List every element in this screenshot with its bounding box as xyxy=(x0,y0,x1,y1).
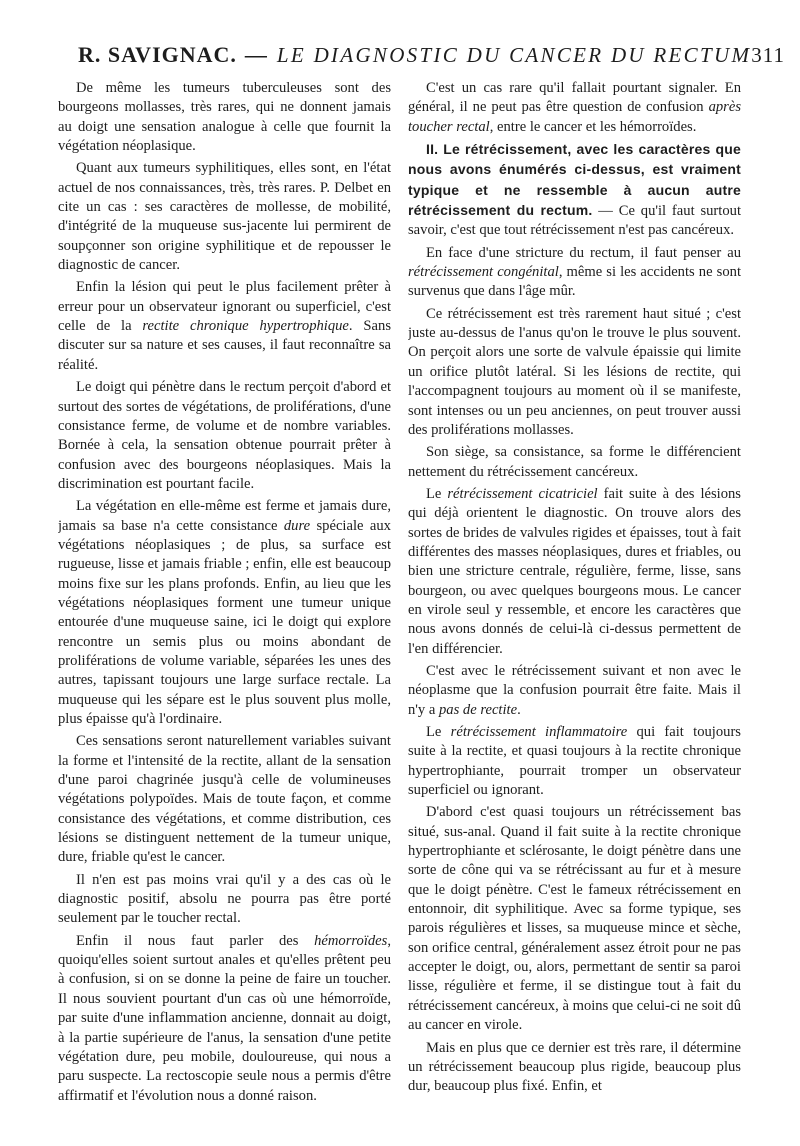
term-retrecissement-inflammatoire: rétrécissement inflammatoire xyxy=(450,724,628,740)
term-hemorroides: hémorroïdes xyxy=(314,932,388,949)
left-paragraph-6: Ces sensations seront naturellement variables suivant la forme et l'intensité de la rectite, allant de la sensation d'une paroi chagrinée jusqu'à celle de volumineuses végétations polypoïdes. Mais de toute façon, et comme consistance des végétations, et comme distribution, ces lésions se distinguent nettement de la tumeur unique, dure, friable qu'est le cancer. xyxy=(58,733,391,866)
term-apres-toucher: après toucher rectal xyxy=(408,99,741,135)
term-retrecissement-congenital: rétrécissement congénital xyxy=(408,264,559,281)
right-paragraph-8: Le rétrécissement inflammatoire qui fait toujours suite à la rectite, et quasi toujours à la rectite chronique hypertrophiante, pourrait tromper un observateur superficiel ou ignorant. xyxy=(408,724,741,799)
left-paragraph-4: Le doigt qui pénètre dans le rectum perçoit d'abord et surtout des sortes de végétations, de proliférations, d'une consistance ferme, de volume et de nombre variables. Bornée à cela, la sensation obtenue pourrait prêter à confusion avec des bourgeons néoplasiques. Mais la discrimination est pourtant facile. xyxy=(58,379,391,492)
right-paragraph-10: Mais en plus que ce dernier est très rare, il détermine un rétrécissement beaucoup plus rigide, beaucoup plus dur, beaucoup plus fixé. Enfin, et xyxy=(408,1039,741,1095)
right-paragraph-4: Ce rétrécissement est très rarement haut situé ; c'est juste au-dessus de l'anus qu'on le trouve le plus souvent. On perçoit alors une sorte de valvule épaissie qui limite un orifice plutôt latéral. Si les lésions de rectite, qui l'accompagnent toujours au moment où il se manifeste, sont intenses ou un peu anciennes, on peut trouver aussi des proliférations mollasses. xyxy=(408,305,741,438)
right-paragraph-2-section-heading: II. Le rétrécissement, avec les caractères que nous avons énumérés ci-dessus, est vraiment typique et ne ressemble à aucun autre rétrécissement du rectum. — Ce qu'il faut surtout savoir, c'est que tout rétrécissement n'est pas cancéreux. xyxy=(408,141,741,239)
left-paragraph-3: Enfin la lésion qui peut le plus facilement prêter à erreur pour un observateur ignorant ou superficiel, c'est celle de la rectite chronique hypertrophique. Sans discuter sur sa nature et ses causes, il faut reconnaître sa réalité. xyxy=(58,279,391,373)
right-paragraph-6: Le rétrécissement cicatriciel fait suite à des lésions qui déjà orientent le diagnostic. On trouve alors des sortes de brides de valvules rigides et épaisses, tout à fait différentes des masses néoplasiques, dures et friables, ou bien une stricture centrale, régulière, ferme, lisse, sans bourgeon, ou avec quelques bourgeons mous. Le cancer en virole seul y ressemble, et encore les caractères que nous avons donnés de celui-là ci-dessus permettent de l'en différencier. xyxy=(408,485,741,657)
right-paragraph-1: C'est un cas rare qu'il fallait pourtant signaler. En général, il ne peut pas être question de confusion après toucher rectal, entre le cancer et les hémorroïdes. xyxy=(408,80,741,135)
right-paragraph-9: D'abord c'est quasi toujours un rétrécissement bas situé, sus-anal. Quand il fait suite à la rectite chronique hypertrophiante et sclérosante, le doigt pénètre dans une sorte de cône qui va se rétrécissant au fur et à mesure que le doigt pénètre. C'est le fameux rétrécissement en entonnoir, dit syphilitique. Avec sa forme typique, ses parois régulières et lisses, sa muqueuse mince et sèche, son orifice central, généralement assez étroit pour ne pas accepter le doigt, ou, alors, permettant de sentir sa paroi lisse, régulière et ferme, il se distingue tout à fait du rétrécissement cancéreux, à moins que celui-ci ne soit dû au cancer en virole. xyxy=(408,804,741,1034)
term-retrecissement-cicatriciel: rétrécissement cicatriciel xyxy=(447,485,598,502)
term-dure: dure xyxy=(283,517,311,534)
left-paragraph-8: Enfin il nous faut parler des hémorroïdes, quoiqu'elles soient surtout anales et qu'elles prêtent peu à confusion, si on se donne la peine de faire un toucher. Il nous souvient pourtant d'un cas où une hémorroïde, par suite d'une inflammation ancienne, donnait au doigt, à la partie supérieure de l'anus, la sensation d'une petite végétation dure, peu mobile, douloureuse, qui nous a paru suspecte. La rectoscopie seule nous a permis d'être affirmatif et l'évolution nous a donné raison. xyxy=(58,932,391,1104)
left-paragraph-7: Il n'en est pas moins vrai qu'il y a des cas où le diagnostic positif, absolu ne pourra pas être porté seulement par le toucher rectal. xyxy=(58,871,391,927)
term-pas-de-rectite: pas de rectite xyxy=(439,701,518,718)
term-rectite-chronique: rectite chronique hypertrophique xyxy=(142,318,349,335)
right-column xyxy=(408,79,741,1129)
header-author: R. SAVIGNAC. xyxy=(78,42,237,67)
left-paragraph-5: La végétation en elle-même est ferme et jamais dure, jamais sa base n'a cette consistance dure spéciale aux végétations néoplasiques ; de plus, sa surface est rugueuse, lisse et jamais friable ; enfin, elle est beaucoup moins fixe sur les plans profonds. Enfin, au lieu que les végétations néoplasiques forment une tumeur unique entourée d'une muqueuse saine, ici le doigt qui explore rencontre un semis plus ou moins abondant de proliférations de volume variable, séparées les unes des autres, tapissant toujours une large surface rectale. La muqueuse qui les sépare est le plus souvent plus molle, plus épaisse qu'à l'ordinaire. xyxy=(58,498,391,727)
running-header xyxy=(78,42,785,76)
right-paragraph-7: C'est avec le rétrécissement suivant et non avec le néoplasme que la confusion pourrait être faite. Mais il n'y a pas de rectite. xyxy=(408,662,741,718)
right-paragraph-3: En face d'une stricture du rectum, il faut penser au rétrécissement congénital, même si les accidents ne sont survenus que dans l'âge mûr. xyxy=(408,244,741,300)
right-paragraph-5: Son siège, sa consistance, sa forme le différencient nettement du rétrécissement cancéreux. xyxy=(408,444,741,480)
left-column xyxy=(58,79,391,1129)
left-paragraph-2: Quant aux tumeurs syphilitiques, elles sont, en l'état actuel de nos connaissances, très, très rares. P. Delbet en cite un cas : ses caractères de mollesse, de mobilité, d'intégrité de la muqueuse sus-jacente lui permirent de soupçonner son origine syphilitique et de repousser le diagnostic de cancer. xyxy=(58,160,391,274)
header-dash: — xyxy=(244,42,267,67)
section-heading-retrecissement: II. Le rétrécissement, avec les caractères que nous avons énumérés ci-dessus, est vraiment typique et ne ressemble à aucun autre rétrécissement du rectum. xyxy=(408,141,741,219)
left-paragraph-1: De même les tumeurs tuberculeuses sont des bourgeons mollasses, très rares, qui ne donnent jamais au doigt une sensation analogue à celle que fournit la végétation néoplasique. xyxy=(58,80,391,155)
header-title: LE DIAGNOSTIC DU CANCER DU RECTUM xyxy=(276,43,752,67)
page-number: 311 xyxy=(751,43,785,67)
